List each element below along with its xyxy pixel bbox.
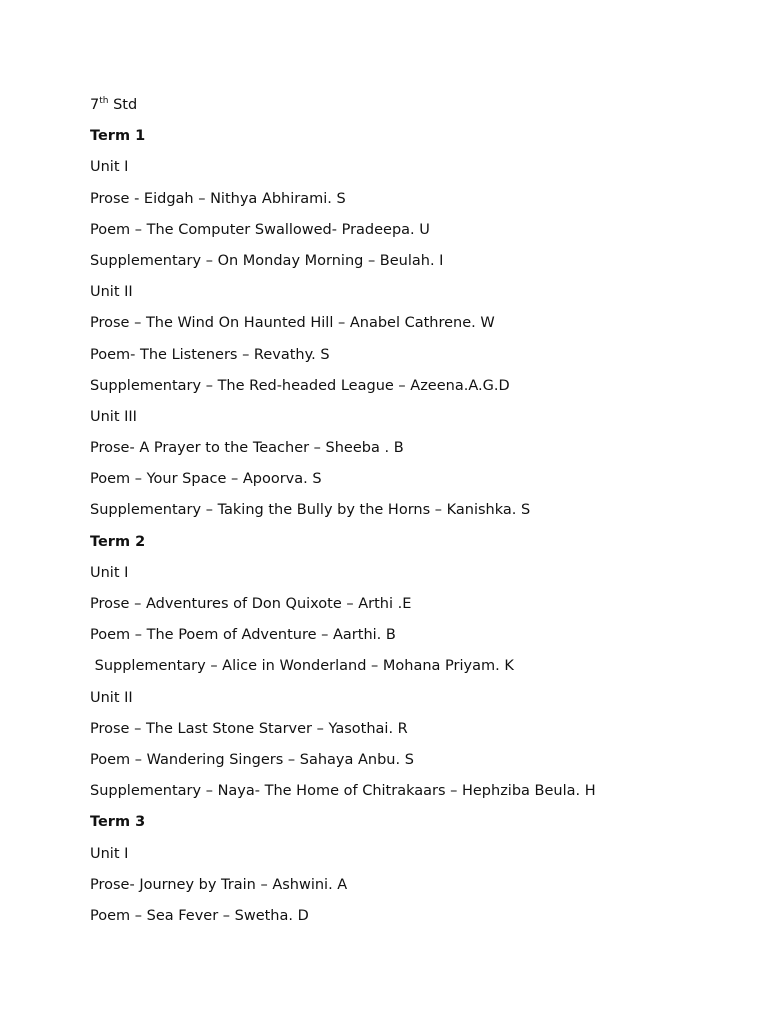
poem-entry: Poem – Sea Fever – Swetha. D — [90, 907, 309, 924]
prose-entry: Prose – The Wind On Haunted Hill – Anabel Cathrene. W — [90, 315, 495, 332]
supplementary-entry: Supplementary – Naya- The Home of Chitrakaars – Hephziba Beula. H — [90, 783, 596, 800]
supplementary-entry: Supplementary – Taking the Bully by the Horns – Kanishka. S — [90, 502, 531, 519]
supplementary-entry: Supplementary – Alice in Wonderland – Mohana Priyam. K — [90, 658, 514, 675]
grade-suffix: th — [99, 96, 109, 106]
poem-entry: Poem – The Poem of Adventure – Aarthi. B — [90, 627, 396, 644]
term-heading: Term 3 — [90, 814, 146, 831]
term-heading: Term 2 — [90, 533, 146, 550]
unit-heading: Unit I — [90, 159, 129, 176]
poem-entry: Poem – Your Space – Apoorva. S — [90, 471, 322, 488]
grade-number: 7 — [90, 97, 100, 113]
poem-entry: Poem- The Listeners – Revathy. S — [90, 346, 330, 363]
unit-heading: Unit II — [90, 689, 133, 706]
document-lines — [90, 121, 730, 932]
supplementary-entry: Supplementary – On Monday Morning – Beulah. I — [90, 252, 444, 269]
grade-heading — [90, 90, 730, 121]
prose-entry: Prose- A Prayer to the Teacher – Sheeba . B — [90, 440, 404, 457]
document-page — [90, 90, 730, 932]
prose-entry: Prose - Eidgah – Nithya Abhirami. S — [90, 190, 346, 207]
prose-entry: Prose – Adventures of Don Quixote – Arthi .E — [90, 596, 412, 612]
poem-entry: Poem – Wandering Singers – Sahaya Anbu. S — [90, 751, 414, 768]
supplementary-entry: Supplementary – The Red-headed League – Azeena.A.G.D — [90, 377, 510, 394]
poem-entry: Poem – The Computer Swallowed- Pradeepa. U — [90, 221, 430, 238]
grade-label: Std — [108, 97, 138, 113]
term-heading: Term 1 — [90, 128, 146, 145]
prose-entry: Prose- Journey by Train – Ashwini. A — [90, 876, 348, 893]
unit-heading: Unit I — [90, 845, 129, 862]
unit-heading: Unit III — [90, 408, 137, 425]
unit-heading: Unit II — [90, 284, 133, 301]
prose-entry: Prose – The Last Stone Starver – Yasothai. R — [90, 720, 408, 737]
unit-heading: Unit I — [90, 564, 129, 581]
